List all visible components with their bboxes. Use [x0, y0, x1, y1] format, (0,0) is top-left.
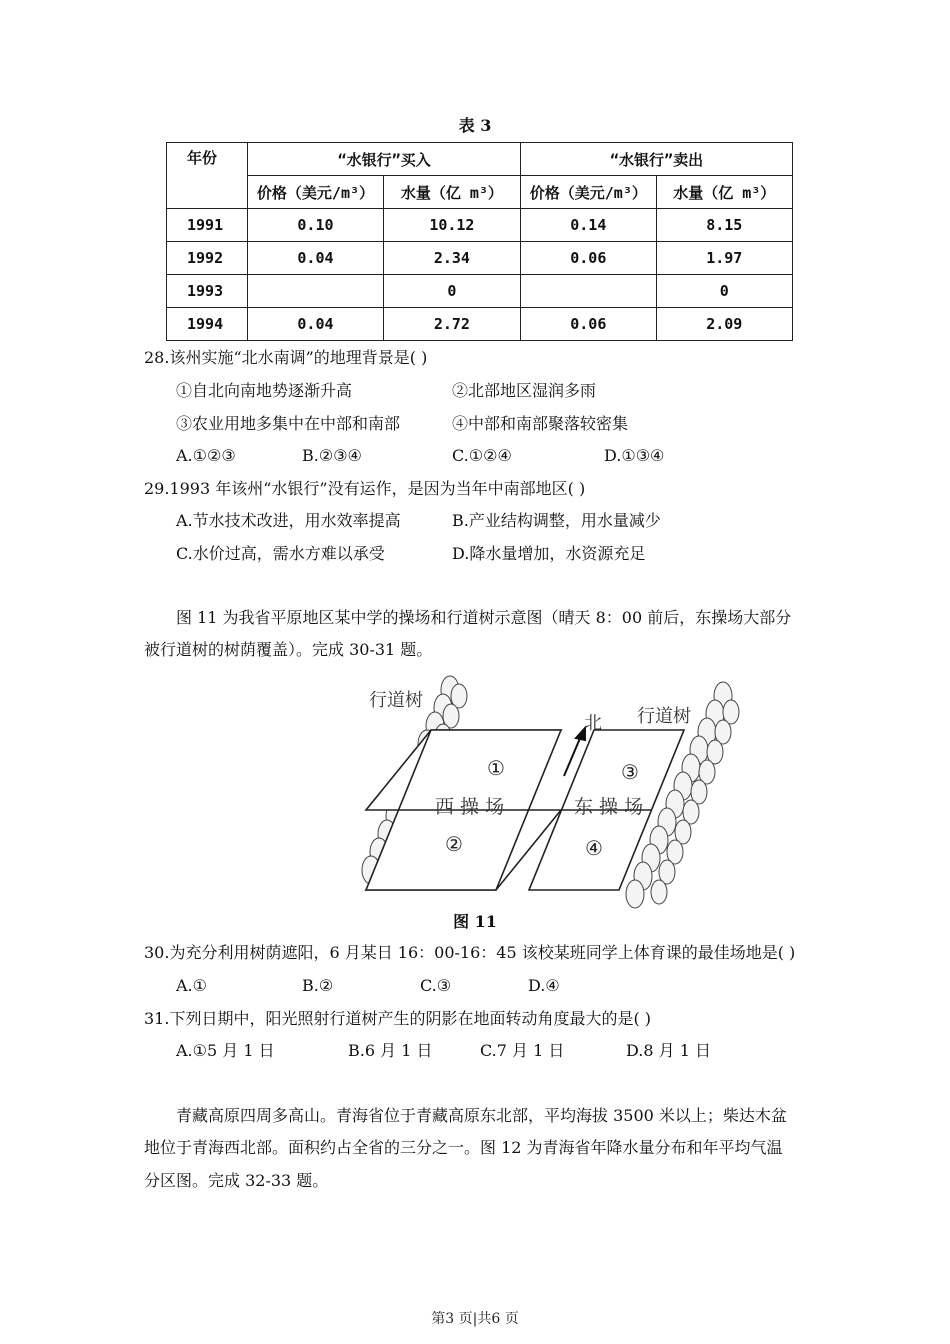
cell-buy-price: 0.10	[248, 209, 383, 242]
table-row	[167, 209, 793, 242]
q31-answer-d: D.8 月 1 日	[626, 1041, 711, 1060]
table-header-row	[167, 143, 793, 176]
cell-year: 1994	[167, 308, 248, 341]
zone-1-marker: ①	[487, 756, 505, 780]
tree-label-left: 行道树	[369, 690, 423, 711]
zone-3-marker: ③	[621, 760, 639, 784]
header-sell: “水银行”卖出	[521, 143, 793, 176]
west-field-label: 西 操 场	[435, 796, 505, 818]
cell-buy-volume: 2.72	[383, 308, 520, 341]
cell-year: 1993	[167, 275, 248, 308]
q29-answer-a: A.节水技术改进，用水效率提高	[176, 511, 401, 530]
q31-answer-b: B.6 月 1 日	[348, 1041, 433, 1060]
q28-answer-a: A.①②③	[176, 446, 236, 465]
cell-year: 1991	[167, 209, 248, 242]
intro32-line2: 地位于青海西北部。面积约占全省的三分之一。图 12 为青海省年降水量分布和年平均气温	[144, 1138, 783, 1157]
intro32-line1: 青藏高原四周多高山。青海省位于青藏高原东北部，平均海拔 3500 米以上；柴达木盆	[176, 1106, 787, 1125]
north-label: 北	[584, 713, 602, 734]
q28-answer-d: D.①③④	[604, 446, 665, 465]
cell-sell-volume: 0	[656, 275, 792, 308]
cell-year: 1992	[167, 242, 248, 275]
q28-answer-c: C.①②④	[452, 446, 512, 465]
cell-sell-volume: 2.09	[656, 308, 792, 341]
q29-answer-c: C.水价过高，需水方难以承受	[176, 544, 385, 563]
q28-option-4: ④中部和南部聚落较密集	[452, 414, 629, 433]
q30-answer-d: D.④	[528, 976, 560, 995]
q30-answer-a: A.①	[176, 976, 207, 995]
figure-11	[355, 672, 745, 930]
cell-sell-price: 0.06	[521, 308, 656, 341]
table-row	[167, 242, 793, 275]
q28-option-3: ③农业用地多集中在中部和南部	[176, 414, 401, 433]
q29-stem: 29.1993 年该州“水银行”没有运作，是因为当年中南部地区( )	[144, 479, 586, 498]
zone-4-marker: ④	[585, 836, 603, 860]
cell-sell-volume: 1.97	[656, 242, 792, 275]
intro32-line3: 分区图。完成 32-33 题。	[144, 1171, 329, 1190]
cell-buy-volume: 0	[383, 275, 520, 308]
header-year: 年份	[167, 143, 248, 209]
table-row	[167, 275, 793, 308]
q28-stem: 28.该州实施“北水南调”的地理背景是( )	[144, 348, 428, 367]
q28-option-2: ②北部地区湿润多雨	[452, 381, 597, 400]
q30-stem: 30.为充分利用树荫遮阳，6 月某日 16：00-16：45 该校某班同学上体育课的最佳场地是( )	[144, 943, 796, 962]
header-sell-price: 价格（美元/m³）	[521, 176, 656, 209]
cell-buy-price: 0.04	[248, 242, 383, 275]
q30-answer-b: B.②	[302, 976, 334, 995]
cell-sell-price: 0.06	[521, 242, 656, 275]
cell-sell-price: 0.14	[521, 209, 656, 242]
cell-sell-volume: 8.15	[656, 209, 792, 242]
q28-answer-b: B.②③④	[302, 446, 362, 465]
water-bank-table	[166, 142, 793, 341]
tree-label-right: 行道树	[637, 706, 691, 727]
q31-stem: 31.下列日期中，阳光照射行道树产生的阴影在地面转动角度最大的是( )	[144, 1009, 652, 1028]
header-buy: “水银行”买入	[248, 143, 521, 176]
q29-answer-d: D.降水量增加，水资源充足	[452, 544, 646, 563]
page-footer: 第3 页|共6 页	[431, 1311, 519, 1327]
cell-sell-price	[521, 275, 656, 308]
header-buy-volume: 水量（亿 m³）	[383, 176, 520, 209]
table-subheader-row	[167, 176, 793, 209]
cell-buy-price	[248, 275, 383, 308]
intro30-line1: 图 11 为我省平原地区某中学的操场和行道树示意图（晴天 8：00 前后，东操场大部分	[176, 608, 792, 627]
intro30-line2: 被行道树的树荫覆盖）。完成 30-31 题。	[144, 640, 433, 659]
cell-buy-volume: 2.34	[383, 242, 520, 275]
header-sell-volume: 水量（亿 m³）	[656, 176, 792, 209]
q30-answer-c: C.③	[420, 976, 452, 995]
cell-buy-price: 0.04	[248, 308, 383, 341]
header-buy-price: 价格（美元/m³）	[248, 176, 383, 209]
cell-buy-volume: 10.12	[383, 209, 520, 242]
table-caption: 表 3	[458, 116, 492, 135]
east-field-label: 东 操 场	[574, 796, 644, 818]
table-row	[167, 308, 793, 341]
q28-option-1: ①自北向南地势逐渐升高	[176, 381, 353, 400]
q31-answer-c: C.7 月 1 日	[480, 1041, 565, 1060]
zone-2-marker: ②	[445, 832, 463, 856]
q29-answer-b: B.产业结构调整，用水量减少	[452, 511, 661, 530]
q31-answer-a: A.①5 月 1 日	[176, 1041, 275, 1060]
figure-caption: 图 11	[453, 912, 497, 931]
